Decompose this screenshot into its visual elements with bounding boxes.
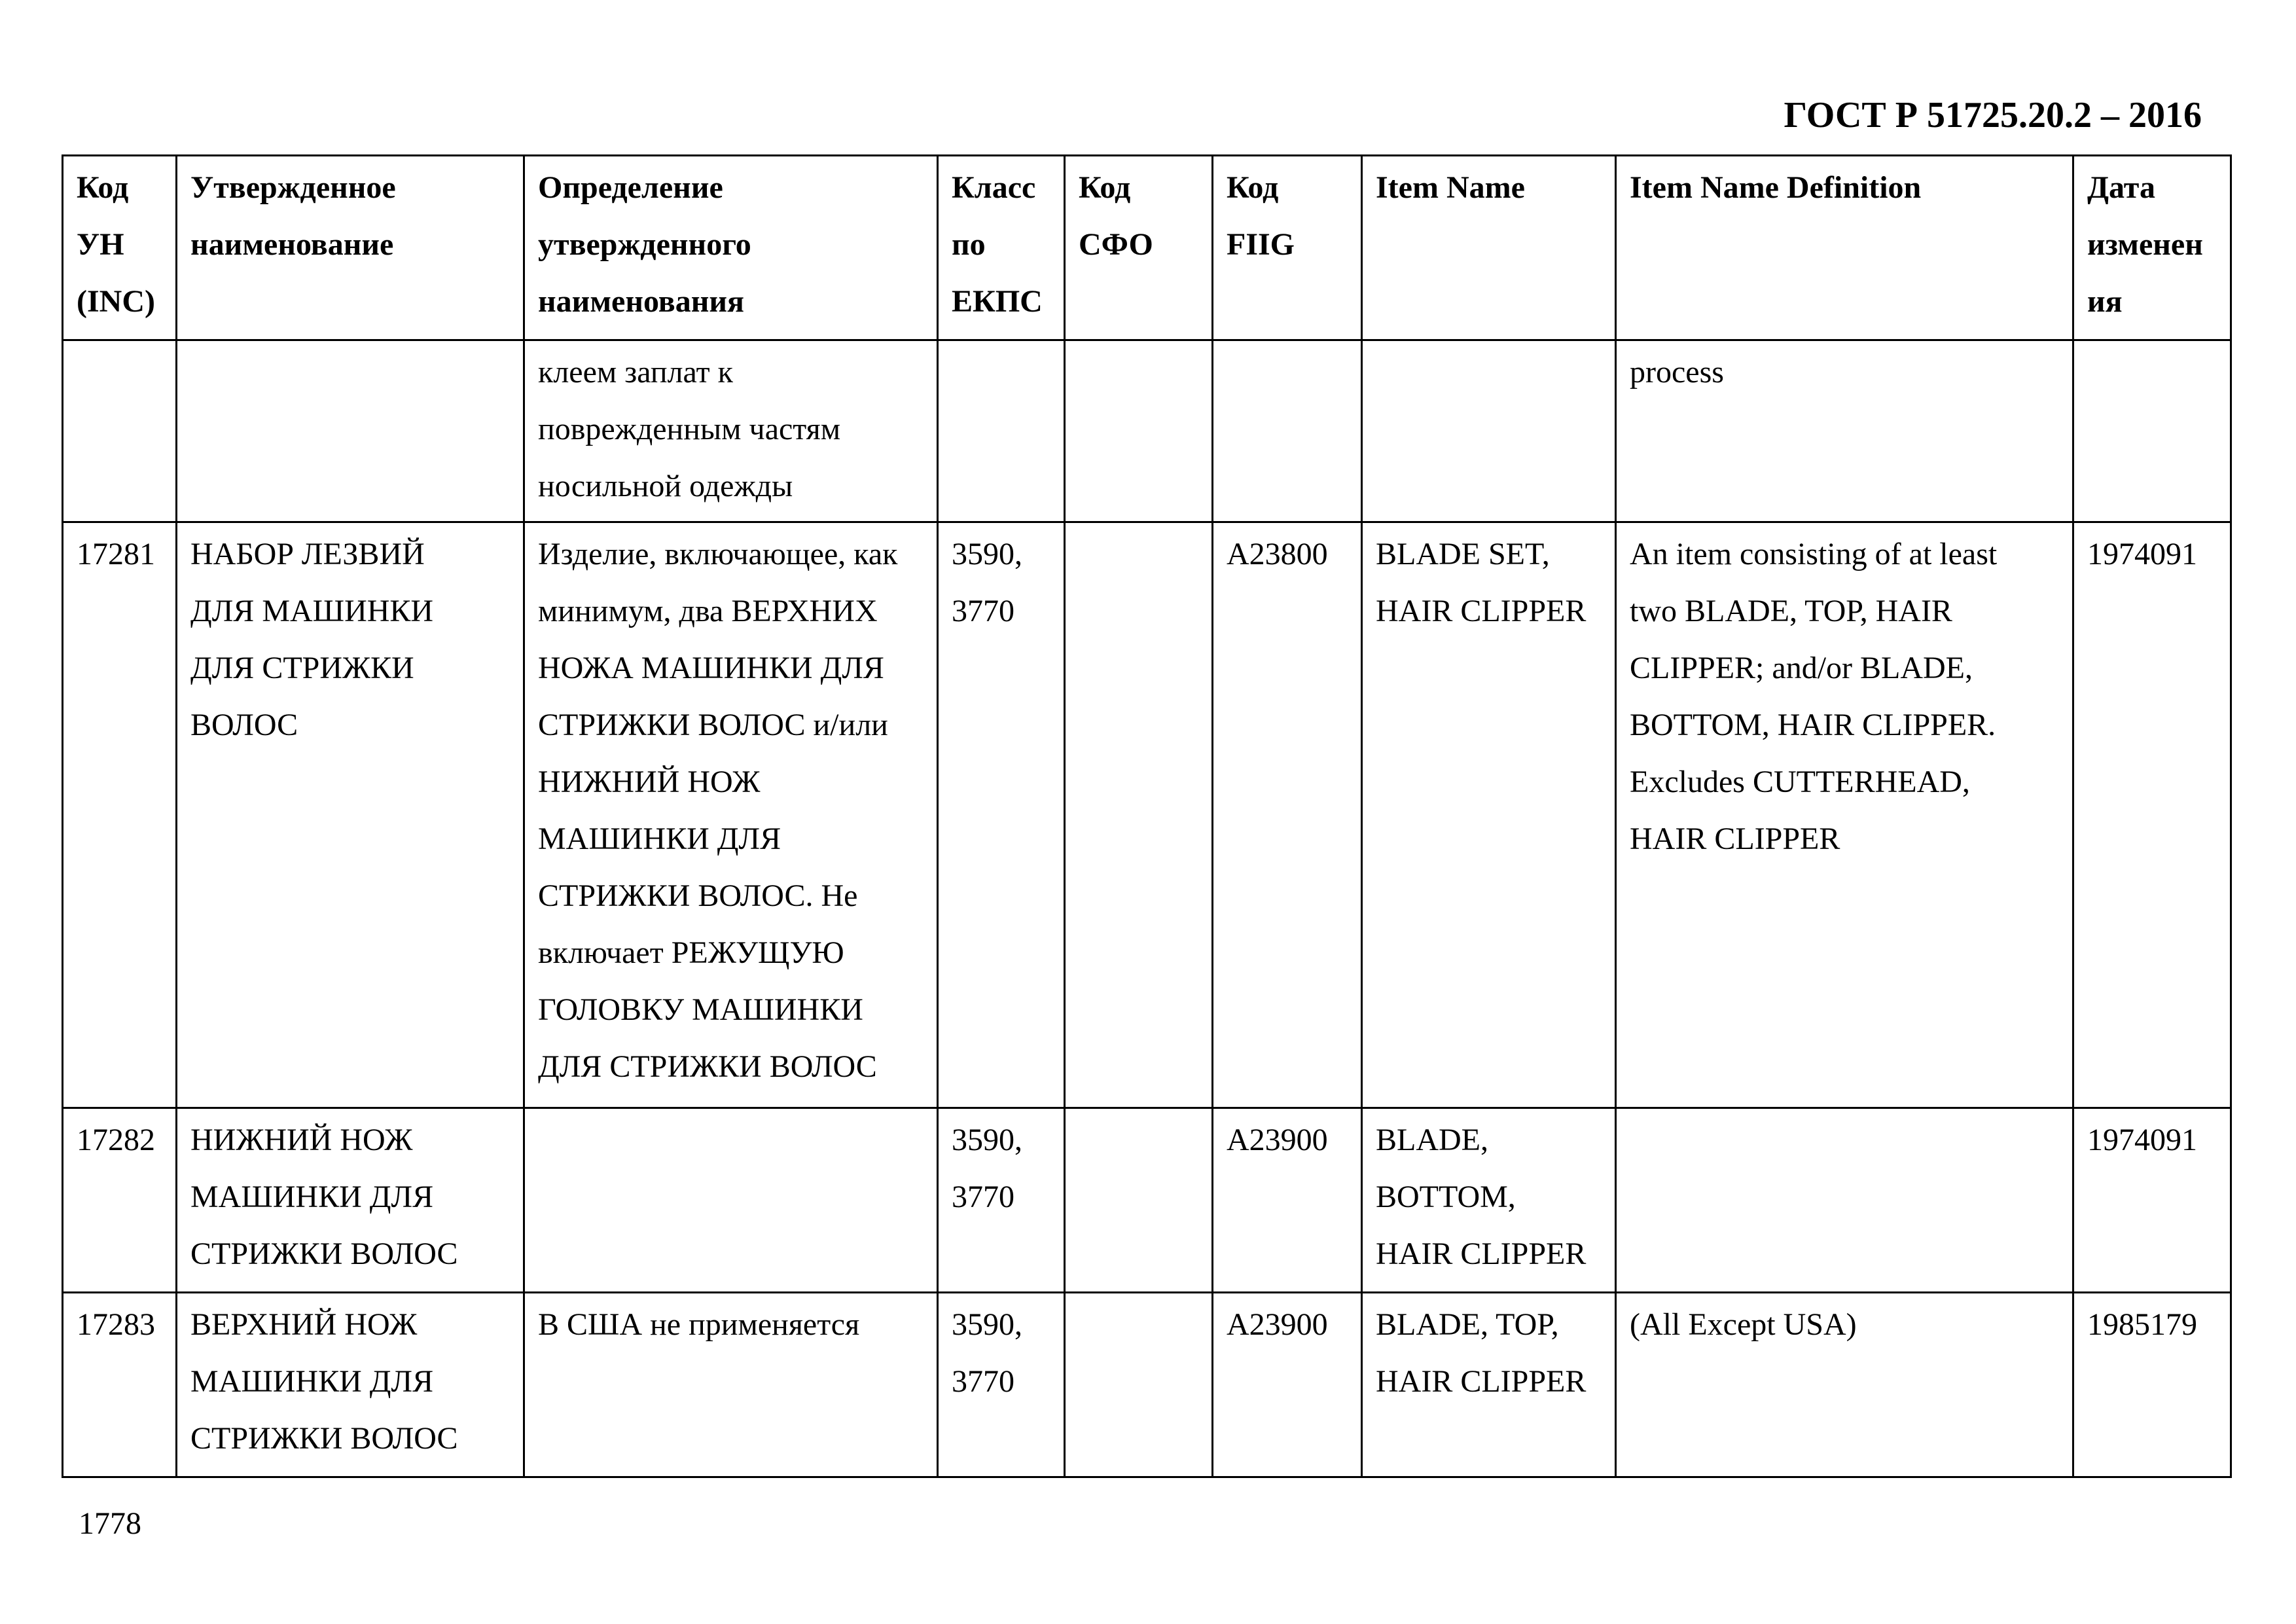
header-item-name-definition-text: Item Name Definition (1630, 170, 1922, 205)
cell-fiig-code (1213, 1293, 1362, 1477)
cell-change-date-text: 1974091 (2087, 537, 2197, 571)
table-header-row (63, 156, 2231, 340)
cell-approved-name-text: НАБОР ЛЕЗВИЙ ДЛЯ МАШИНКИ ДЛЯ СТРИЖКИ ВОЛОС (190, 537, 434, 742)
cell-change-date (2073, 1108, 2231, 1293)
table-row (63, 522, 2231, 1108)
cell-item-name-definition-text: (All Except USA) (1630, 1307, 1857, 1342)
header-approved-name-text: Утвержденное наименование (190, 170, 396, 262)
cell-fiig-code-text: A23900 (1227, 1307, 1328, 1342)
cell-fiig-code (1213, 340, 1362, 522)
cell-inc-code-text: 17282 (77, 1123, 155, 1157)
header-item-name-definition (1616, 156, 2073, 340)
header-item-name (1362, 156, 1616, 340)
cell-sfo-code (1065, 522, 1213, 1108)
header-sfo-code-text: Код СФО (1079, 170, 1153, 262)
cell-approved-name (177, 522, 524, 1108)
cell-sfo-code (1065, 1108, 1213, 1293)
cell-item-name (1362, 1108, 1616, 1293)
cell-definition (524, 522, 938, 1108)
cell-ekps-class (938, 340, 1065, 522)
cell-fiig-code (1213, 1108, 1362, 1293)
item-name-registry-table (62, 154, 2232, 1478)
cell-approved-name-text: НИЖНИЙ НОЖ МАШИНКИ ДЛЯ СТРИЖКИ ВОЛОС (190, 1123, 458, 1271)
cell-item-name-definition (1616, 340, 2073, 522)
header-approved-name (177, 156, 524, 340)
cell-ekps-class-text: 3590, 3770 (952, 1123, 1022, 1214)
header-change-date-text: Дата изменен ия (2087, 170, 2203, 319)
cell-sfo-code (1065, 1293, 1213, 1477)
cell-item-name-text: BLADE SET, HAIR CLIPPER (1376, 537, 1587, 628)
cell-item-name-text: BLADE, BOTTOM, HAIR CLIPPER (1376, 1123, 1587, 1271)
cell-item-name-definition (1616, 1293, 2073, 1477)
header-inc-code-text: Код УН (INC) (77, 170, 155, 319)
header-fiig-code (1213, 156, 1362, 340)
cell-ekps-class-text: 3590, 3770 (952, 537, 1022, 628)
header-fiig-code-text: Код FIIG (1227, 170, 1295, 262)
cell-change-date (2073, 522, 2231, 1108)
header-change-date (2073, 156, 2231, 340)
cell-approved-name-text: ВЕРХНИЙ НОЖ МАШИНКИ ДЛЯ СТРИЖКИ ВОЛОС (190, 1307, 458, 1456)
table-row (63, 1293, 2231, 1477)
cell-inc-code-text: 17281 (77, 537, 155, 571)
cell-fiig-code-text: A23800 (1227, 537, 1328, 571)
header-approved-name-definition-text: Определение утвержденного наименования (538, 170, 751, 319)
cell-inc-code (63, 340, 177, 522)
cell-ekps-class (938, 522, 1065, 1108)
header-approved-name-definition (524, 156, 938, 340)
cell-inc-code (63, 1108, 177, 1293)
page-number: 1778 (79, 1506, 141, 1541)
cell-fiig-code (1213, 522, 1362, 1108)
cell-item-name-definition-text: An item consisting of at least two BLADE, TOP, HAIR CLIPPER; and/or BLADE, BOTTOM, HAIR CLIPPER. Excludes CUTTERHEAD, HAIR CLIPPER (1630, 537, 1998, 856)
cell-definition-text: клеем заплат к поврежденным частям носильной одежды (538, 355, 841, 503)
cell-inc-code (63, 1293, 177, 1477)
header-ekps-class (938, 156, 1065, 340)
cell-item-name (1362, 522, 1616, 1108)
cell-sfo-code (1065, 340, 1213, 522)
cell-item-name-definition-text: process (1630, 355, 1724, 389)
cell-item-name-definition (1616, 1108, 2073, 1293)
cell-fiig-code-text: A23900 (1227, 1123, 1328, 1157)
cell-definition (524, 1293, 938, 1477)
cell-definition (524, 340, 938, 522)
cell-item-name-text: BLADE, TOP, HAIR CLIPPER (1376, 1307, 1587, 1399)
cell-approved-name (177, 1108, 524, 1293)
cell-ekps-class-text: 3590, 3770 (952, 1307, 1022, 1399)
header-inc-code (63, 156, 177, 340)
cell-ekps-class (938, 1293, 1065, 1477)
cell-item-name (1362, 1293, 1616, 1477)
header-ekps-class-text: Класс по ЕКПС (952, 170, 1043, 319)
cell-item-name-definition (1616, 522, 2073, 1108)
cell-change-date (2073, 1293, 2231, 1477)
cell-item-name (1362, 340, 1616, 522)
cell-approved-name (177, 340, 524, 522)
table-row (63, 1108, 2231, 1293)
cell-definition-text: Изделие, включающее, как минимум, два ВЕРХНИХ НОЖА МАШИНКИ ДЛЯ СТРИЖКИ ВОЛОС и/или НИЖНИЙ НОЖ МАШИНКИ ДЛЯ СТРИЖКИ ВОЛОС. Не включает РЕЖУЩУЮ ГОЛОВКУ МАШИНКИ ДЛЯ СТРИЖКИ ВОЛОС (538, 537, 898, 1084)
cell-approved-name (177, 1293, 524, 1477)
cell-ekps-class (938, 1108, 1065, 1293)
cell-inc-code (63, 522, 177, 1108)
cell-definition-text: В США не применяется (538, 1307, 860, 1342)
cell-change-date-text: 1974091 (2087, 1123, 2197, 1157)
table-row (63, 340, 2231, 522)
cell-inc-code-text: 17283 (77, 1307, 155, 1342)
cell-change-date-text: 1985179 (2087, 1307, 2197, 1342)
cell-change-date (2073, 340, 2231, 522)
cell-definition (524, 1108, 938, 1293)
header-item-name-text: Item Name (1376, 170, 1525, 205)
document-standard-header: ГОСТ Р 51725.20.2 – 2016 (1784, 95, 2202, 135)
header-sfo-code (1065, 156, 1213, 340)
